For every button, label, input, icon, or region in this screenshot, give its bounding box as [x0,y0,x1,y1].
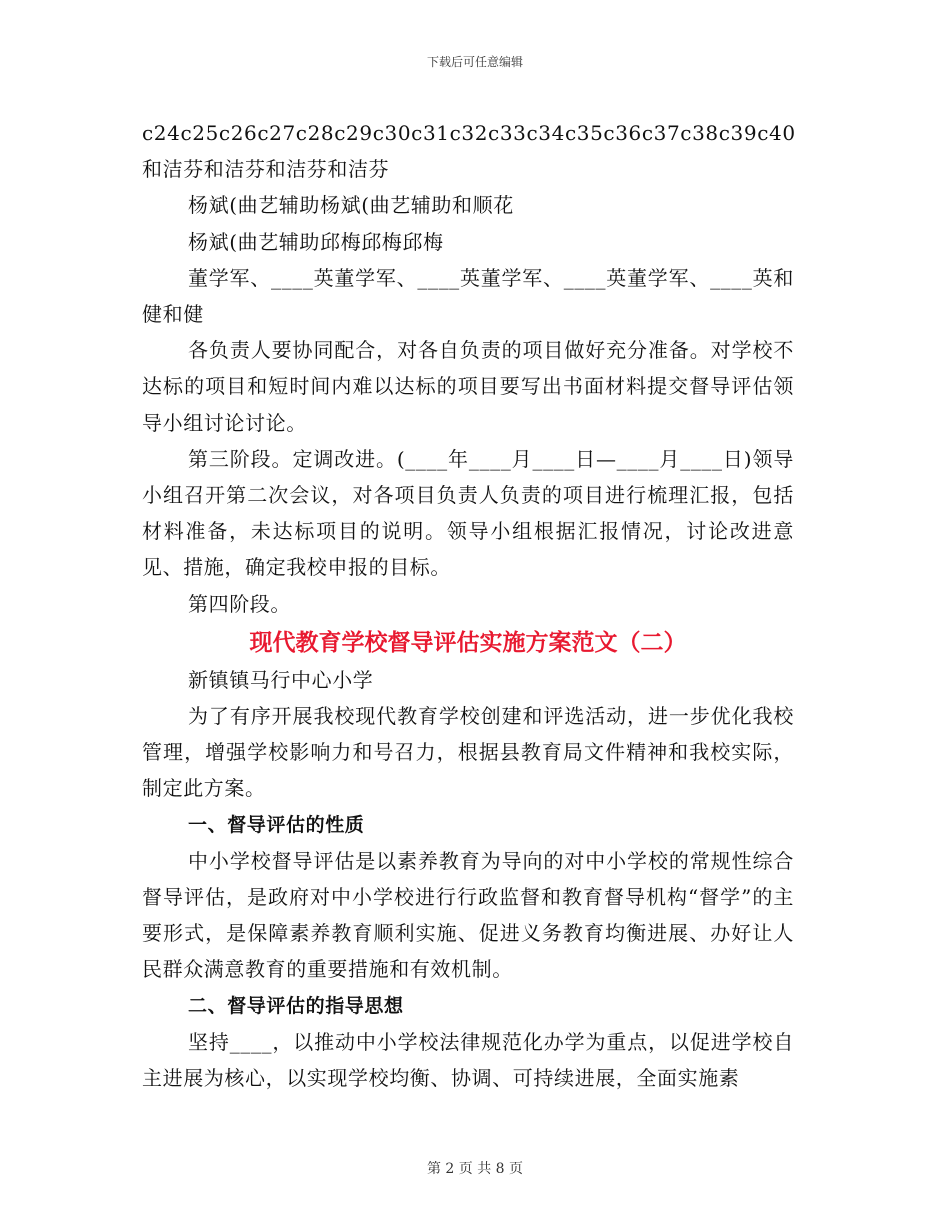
section-title: 现代教育学校督导评估实施方案范文（二） [249,629,687,656]
paragraph: 中小学校督导评估是以素养教育为导向的对中小学校的常规性综合督导评估，是政府对中小学校进行行政监督和教育督导机构“督学”的主要形式，是保障素养教育顺利实施、促进义务教育均衡进展、办好让人民群众满意教育的重要措施和有效机制。 [142,848,794,982]
paragraph: 杨斌(曲艺辅助杨斌(曲艺辅助和顺花 [188,193,514,218]
heading-nature: 一、督导评估的性质 [188,813,365,836]
page-footer: 第 2 页 共 8 页 [426,1161,524,1177]
heading-guiding-ideology: 二、督导评估的指导思想 [188,994,404,1017]
document-body [142,115,794,1096]
paragraph: 第三阶段。定调改进。(____年____月____日—____月____日)领导小组召开第二次会议，对各项目负责人负责的项目进行梳理汇报，包括材料准备，未达标项目的说明。领导小组根据汇报情况，讨论改进意见、措施，确定我校申报的目标。 [142,446,794,580]
paragraph: 杨斌(曲艺辅助邱梅邱梅邱梅 [188,229,444,254]
paragraph: 为了有序开展我校现代教育学校创建和评选活动，进一步优化我校管理，增强学校影响力和号召力，根据县教育局文件精神和我校实际，制定此方案。 [142,704,794,801]
paragraph: c24c25c26c27c28c29c30c31c32c33c34c35c36c37c38c39c40和洁芬和洁芬和洁芬和洁芬 [142,121,796,182]
school-name: 新镇镇马行中心小学 [188,667,374,692]
paragraph: 坚持____，以推动中小学校法律规范化办学为重点，以促进学校自主进展为核心，以实现学校均衡、协调、可持续进展，全面实施素 [142,1029,794,1091]
paragraph: 董学军、____英董学军、____英董学军、____英董学军、____英和健和健 [142,265,794,327]
page-header: 下载后可任意编辑 [426,55,523,69]
paragraph: 第四阶段。 [188,591,291,616]
paragraph: 各负责人要协同配合，对各自负责的项目做好充分准备。对学校不达标的项目和短时间内难以达标的项目要写出书面材料提交督导评估领导小组讨论讨论。 [142,338,794,435]
